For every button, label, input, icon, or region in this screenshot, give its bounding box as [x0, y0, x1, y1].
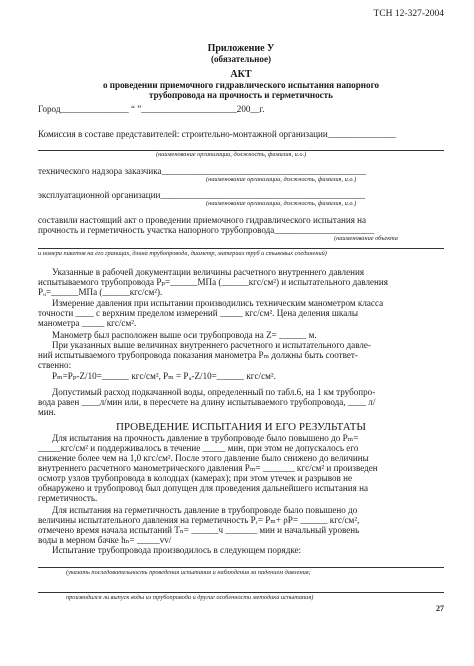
object-rule: [38, 248, 444, 249]
test-order-line: Испытание трубопровода производилось в следующем порядке:: [52, 545, 302, 555]
paragraph-5-line-2: вода равен ____л/мин или, в пересчете на длину испытываемого трубопровода, ____ л/: [38, 397, 376, 407]
paragraph-4-line-1: При указанных выше величинах внутреннего расчетного и испытательного давле-: [52, 340, 371, 350]
paragraph-4-formula: Pₘ=Pₚ-Z/10=______ кгс/см², Pₘ = Pᵤ-Z/10=______ кгс/см².: [52, 371, 276, 381]
caption-organization-2: (наименование организации, должность, фамилия, и.о.): [206, 176, 357, 183]
act-subtitle-1: о проведении приемочного гидравлического испытания напорного: [102, 80, 380, 90]
tightness-test-line-4: воды в мерном бачке hₙ= _____vv/: [38, 535, 172, 545]
page-number: 27: [436, 604, 444, 613]
paragraph-5-line-3: мин.: [38, 407, 56, 417]
act-title: АКТ: [230, 70, 252, 80]
paragraph-4-line-2: ний испытываемого трубопровода показания манометра Pₘ должны быть соответ-: [38, 350, 358, 360]
compiled-line-1: составили настоящий акт о проведении приемочного гидравлического испытания на: [38, 215, 367, 225]
paragraph-3-line-1: Манометр был расположен выше оси трубопровода на Z= ______ м.: [52, 330, 317, 340]
section-heading: ПРОВЕДЕНИЕ ИСПЫТАНИЯ И ЕГО РЕЗУЛЬТАТЫ: [115, 421, 367, 433]
act-subtitle-2: трубопровода на прочность и герметичность: [149, 90, 333, 100]
paragraph-1-line-3: Pᵤ=______МПа (______кгс/см²).: [38, 287, 163, 297]
strength-test-line-3: снижение более чем на 1,0 кгс/см². После этого давление было снижено до величины: [38, 453, 369, 463]
compiled-line-2: прочность и герметичность участка напорного трубопровода______________________: [38, 225, 375, 235]
strength-test-line-6: обнаружено и трубопровод был допущен для проведения дальнейшего испытания на: [38, 483, 369, 493]
strength-test-line-5: осмотр узлов трубопровода в колодцах (камерах); при этом утечек и разрывов не: [38, 473, 352, 483]
caption-test-details: производился ли выпуск воды из трубопровода и другие особенности методики испытания): [66, 594, 314, 601]
appendix-title: Приложение У: [207, 44, 275, 54]
city-date-line: Город_______________ “ ”_____________________200__г.: [38, 104, 265, 114]
appendix-note: (обязательное): [210, 54, 272, 64]
caption-object-details: и номера пикетов на его границах, длина трубопровода, диаметр, материал труб и стыковых соединений): [38, 250, 327, 257]
caption-organization-3: (наименование организации, должность, фамилия, и.о.): [206, 200, 357, 207]
tightness-test-line-2: величины испытательного давления на герметичность Pᵣ= Pₘ+ ρP= ______ кгс/см²,: [38, 515, 360, 525]
tightness-test-line-3: отмечено время начала испытаний Tₙ= ______ч _______ мин и начальный уровень: [38, 525, 360, 535]
paragraph-2-line-1: Измерение давления при испытании производились техническим манометром класса: [52, 298, 384, 308]
strength-test-line-4: внутреннего расчетного манометрического давления Pₘ= _______ кгс/см² и произведен: [38, 463, 378, 473]
paragraph-2-line-3: манометра _____ кгс/см².: [38, 318, 137, 328]
caption-organization-1: (наименование организации, должность, фамилия, и.о.): [156, 151, 307, 158]
operating-organization-line: эксплуатационной организации_____________________________________________: [38, 190, 366, 200]
strength-test-line-1: Для испытания на прочность давление в трубопроводе было повышено до Pₘ=: [52, 433, 359, 443]
test-order-rule-2: [38, 592, 444, 593]
test-order-rule-1: [38, 567, 444, 568]
paragraph-1-line-1: Указанные в рабочей документации величины расчетного внутреннего давления: [52, 267, 365, 277]
caption-test-sequence: (указать последовательность проведения испытания и наблюдения за падением давления;: [66, 569, 311, 576]
tightness-test-line-1: Для испытания на герметичность давление в трубопроводе было повышено до: [52, 505, 358, 515]
paragraph-2-line-2: точности ____ с верхним пределом измерений _____ кгс/см². Цена деления шкалы: [38, 308, 358, 318]
paragraph-4-line-3: ственно:: [38, 360, 72, 370]
strength-test-line-2: _____кгс/см² и поддерживалось в течение _____ мин, при этом не допускалось его: [38, 443, 359, 453]
caption-object: (наименование объекта: [334, 235, 398, 242]
paragraph-1-line-2: испытываемого трубопровода Pₚ=______МПа (______кгс/см²) и испытательного давления: [38, 277, 388, 287]
strength-test-line-7: герметичность.: [38, 493, 98, 503]
technical-supervision-line: технического надзора заказчика_____________________________________________: [38, 166, 367, 176]
commission-line: Комиссия в составе представителей: строительно-монтажной организации_______________: [38, 129, 396, 139]
paragraph-5-line-1: Допустимый расход подкачанной воды, определенный по табл.6, на 1 км трубопро-: [52, 387, 376, 397]
document-code: ТСН 12-327-2004: [373, 9, 444, 19]
